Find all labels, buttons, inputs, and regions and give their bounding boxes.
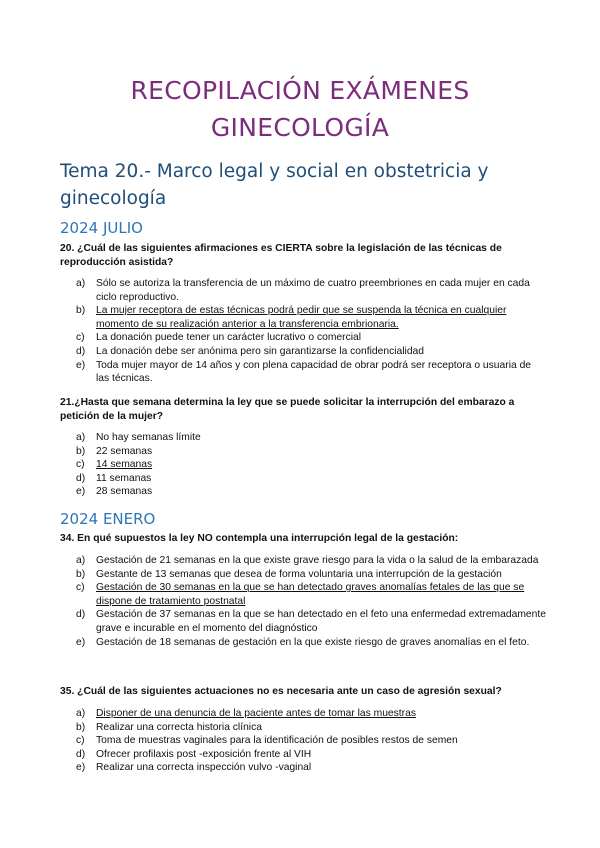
question-text: 21.¿Hasta que semana determina la ley que se puede solicitar la interrupción del embarazo a petición de la mujer? [60, 397, 515, 422]
option-text: Gestación de 21 semanas en la que existe grave riesgo para la vida o la salud de la embarazada [96, 555, 539, 566]
option-letter: d) [76, 609, 86, 621]
option-text: Gestación de 37 semanas en la que se han detectado en el feto una enfermedad extremadamente grave e incurable en el momento del diagnóstico [96, 609, 546, 634]
correct-option-text: Gestación de 30 semanas en la que se han detectado graves anomalías fetales de las que se dispone de tratamiento postnatal [96, 582, 525, 607]
answer-option [76, 707, 546, 721]
option-letter: e) [76, 636, 86, 648]
answer-option [76, 431, 546, 445]
option-text: 22 semanas [96, 445, 153, 457]
question-text: 20. ¿Cuál de las siguientes afirmaciones es CIERTA sobre la legislación de las técnicas de reproducción asistida? [60, 243, 502, 268]
answer-option [76, 581, 546, 608]
answer-option [76, 554, 546, 568]
answer-option [76, 359, 546, 386]
option-letter: c) [76, 582, 85, 594]
option-letter: b) [76, 568, 86, 580]
answer-options [76, 554, 546, 649]
answer-option [76, 748, 546, 762]
option-letter: e) [76, 486, 86, 498]
answer-option [76, 734, 546, 748]
option-text: Ofrecer profilaxis post -exposición frente al VIH [96, 748, 312, 760]
topic-heading: Tema 20.- Marco legal y social en obstetricia y ginecología [60, 161, 489, 209]
answer-options [76, 431, 546, 499]
option-text: La donación debe ser anónima pero sin garantizarse la confidencialidad [96, 345, 425, 357]
option-letter: b) [76, 305, 86, 317]
option-letter: e) [76, 762, 86, 774]
correct-option-text: Disponer de una denuncia de la paciente antes de tomar las muestras [96, 708, 416, 719]
answer-option [76, 485, 546, 499]
answer-option [76, 721, 546, 735]
correct-option-text: 14 semanas [96, 459, 153, 471]
option-text: La donación puede tener un carácter lucrativo o comercial [96, 332, 362, 344]
option-letter: a) [76, 708, 86, 719]
option-letter: b) [76, 445, 86, 457]
option-text: Realizar una correcta inspección vulvo -vaginal [96, 762, 312, 774]
answer-option [76, 304, 546, 331]
title-line-2: GINECOLOGÍA [210, 113, 390, 142]
option-letter: a) [76, 278, 86, 289]
answer-options [76, 277, 546, 386]
option-text: Toda mujer mayor de 14 años y con plena capacidad de obrar podrá ser receptora o usuaria de las técnicas. [96, 359, 532, 385]
answer-option [76, 636, 546, 650]
option-letter: a) [76, 555, 86, 566]
option-text: Sólo se autoriza la transferencia de un máximo de cuatro preembriones en cada mujer en cada ciclo reproductivo. [96, 278, 530, 303]
question-text: 34. En qué supuestos la ley NO contempla una interrupción legal de la gestación: [60, 533, 459, 544]
answer-option [76, 472, 546, 486]
answer-option [76, 458, 546, 472]
answer-option [76, 761, 546, 775]
answer-option [76, 331, 546, 345]
section-year-heading: 2024 JULIO [60, 219, 143, 237]
answer-option [76, 445, 546, 459]
option-letter: d) [76, 472, 86, 484]
option-letter: d) [76, 345, 86, 357]
question-text: 35. ¿Cuál de las siguientes actuaciones no es necesaria ante un caso de agresión sexual? [60, 686, 502, 697]
option-letter: c) [76, 735, 85, 747]
title-line-1: RECOPILACIÓN EXÁMENES [130, 76, 470, 105]
answer-option [76, 277, 546, 304]
option-letter: e) [76, 359, 86, 371]
answer-options [76, 707, 546, 775]
option-text: Realizar una correcta historia clínica [96, 721, 262, 733]
option-letter: c) [76, 332, 85, 344]
option-letter: a) [76, 432, 86, 443]
answer-option [76, 568, 546, 582]
option-text: Gestación de 18 semanas de gestación en la que existe riesgo de graves anomalías en el feto. [96, 636, 530, 648]
option-text: 28 semanas [96, 486, 153, 498]
option-text: Toma de muestras vaginales para la identificación de posibles restos de semen [96, 735, 458, 747]
option-letter: b) [76, 721, 86, 733]
option-text: Gestante de 13 semanas que desea de forma voluntaria una interrupción de la gestación [96, 568, 502, 580]
answer-option [76, 345, 546, 359]
document-title [0, 72, 600, 146]
correct-option-text: La mujer receptora de estas técnicas podrá pedir que se suspenda la técnica en cualquier momento de su realización anterior a la transferencia embrionaria. [96, 305, 507, 330]
section-year-heading: 2024 ENERO [60, 510, 156, 528]
answer-option [76, 608, 546, 635]
option-text: 11 semanas [96, 472, 152, 484]
option-letter: c) [76, 459, 85, 471]
option-letter: d) [76, 748, 86, 760]
option-text: No hay semanas límite [96, 432, 201, 443]
